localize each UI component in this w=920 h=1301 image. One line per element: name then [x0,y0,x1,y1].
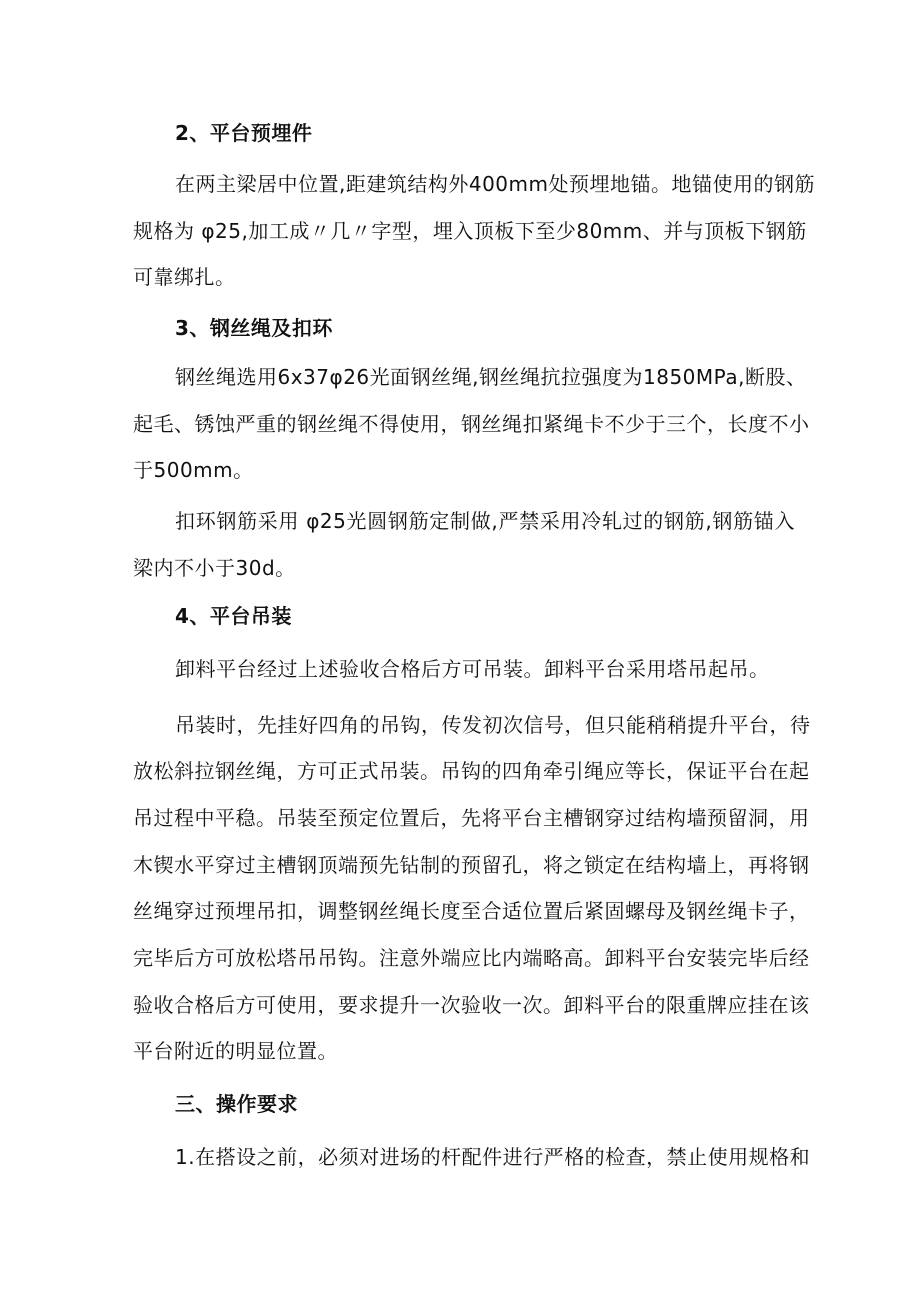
paragraph-line: 卸料平台经过上述验收合格后方可吊装。卸料平台采用塔吊起吊。 [175,657,770,681]
paragraph-line: 可靠绑扎。 [133,265,236,289]
section-heading-embedded-parts: 2、平台预埋件 [175,121,313,145]
paragraph-line: 梁内不小于30d。 [133,556,296,580]
section-heading-operation-requirements: 三、操作要求 [175,1092,298,1116]
paragraph-line: 规格为 φ25,加工成〃几〃字型，埋入顶板下至少80mm、并与顶板下钢筋 [133,219,807,243]
section-heading-lifting: 4、平台吊装 [175,604,292,628]
paragraph-line: 在两主梁居中位置,距建筑结构外400mm处预埋地锚。地锚使用的钢筋 [175,172,815,196]
paragraph-line: 完毕后方可放松塔吊吊钩。注意外端应比内端略高。卸料平台安装完毕后经 [133,946,810,970]
paragraph-line: 木锲水平穿过主槽钢顶端预先钻制的预留孔，将之锁定在结构墙上，再将钢 [133,853,810,877]
paragraph-line: 于500mm。 [133,458,254,482]
paragraph-line: 1.在搭设之前，必须对进场的杆配件进行严格的检查，禁止使用规格和 [175,1145,811,1169]
paragraph-line: 钢丝绳选用6x37φ26光面钢丝绳,钢丝绳抗拉强度为1850MPa,断股、 [175,365,807,389]
paragraph-line: 放松斜拉钢丝绳，方可正式吊装。吊钩的四角牵引绳应等长，保证平台在起 [133,759,810,783]
paragraph-line: 起毛、锈蚀严重的钢丝绳不得使用，钢丝绳扣紧绳卡不少于三个，长度不小 [133,412,810,436]
paragraph-line: 平台附近的明显位置。 [133,1039,338,1063]
paragraph-line: 吊装时，先挂好四角的吊钩，传发初次信号，但只能稍稍提升平台，待 [175,713,811,737]
paragraph-line: 扣环钢筋采用 φ25光圆钢筋定制做,严禁采用冷轧过的钢筋,钢筋锚入 [175,509,795,533]
paragraph-line: 丝绳穿过预埋吊扣，调整钢丝绳长度至合适位置后紧固螺母及钢丝绳卡子， [133,899,810,923]
paragraph-line: 吊过程中平稳。吊装至预定位置后，先将平台主槽钢穿过结构墙预留洞，用 [133,806,810,830]
paragraph-line: 验收合格后方可使用，要求提升一次验收一次。卸料平台的限重牌应挂在该 [133,993,810,1017]
section-heading-wire-rope: 3、钢丝绳及扣环 [175,316,333,340]
